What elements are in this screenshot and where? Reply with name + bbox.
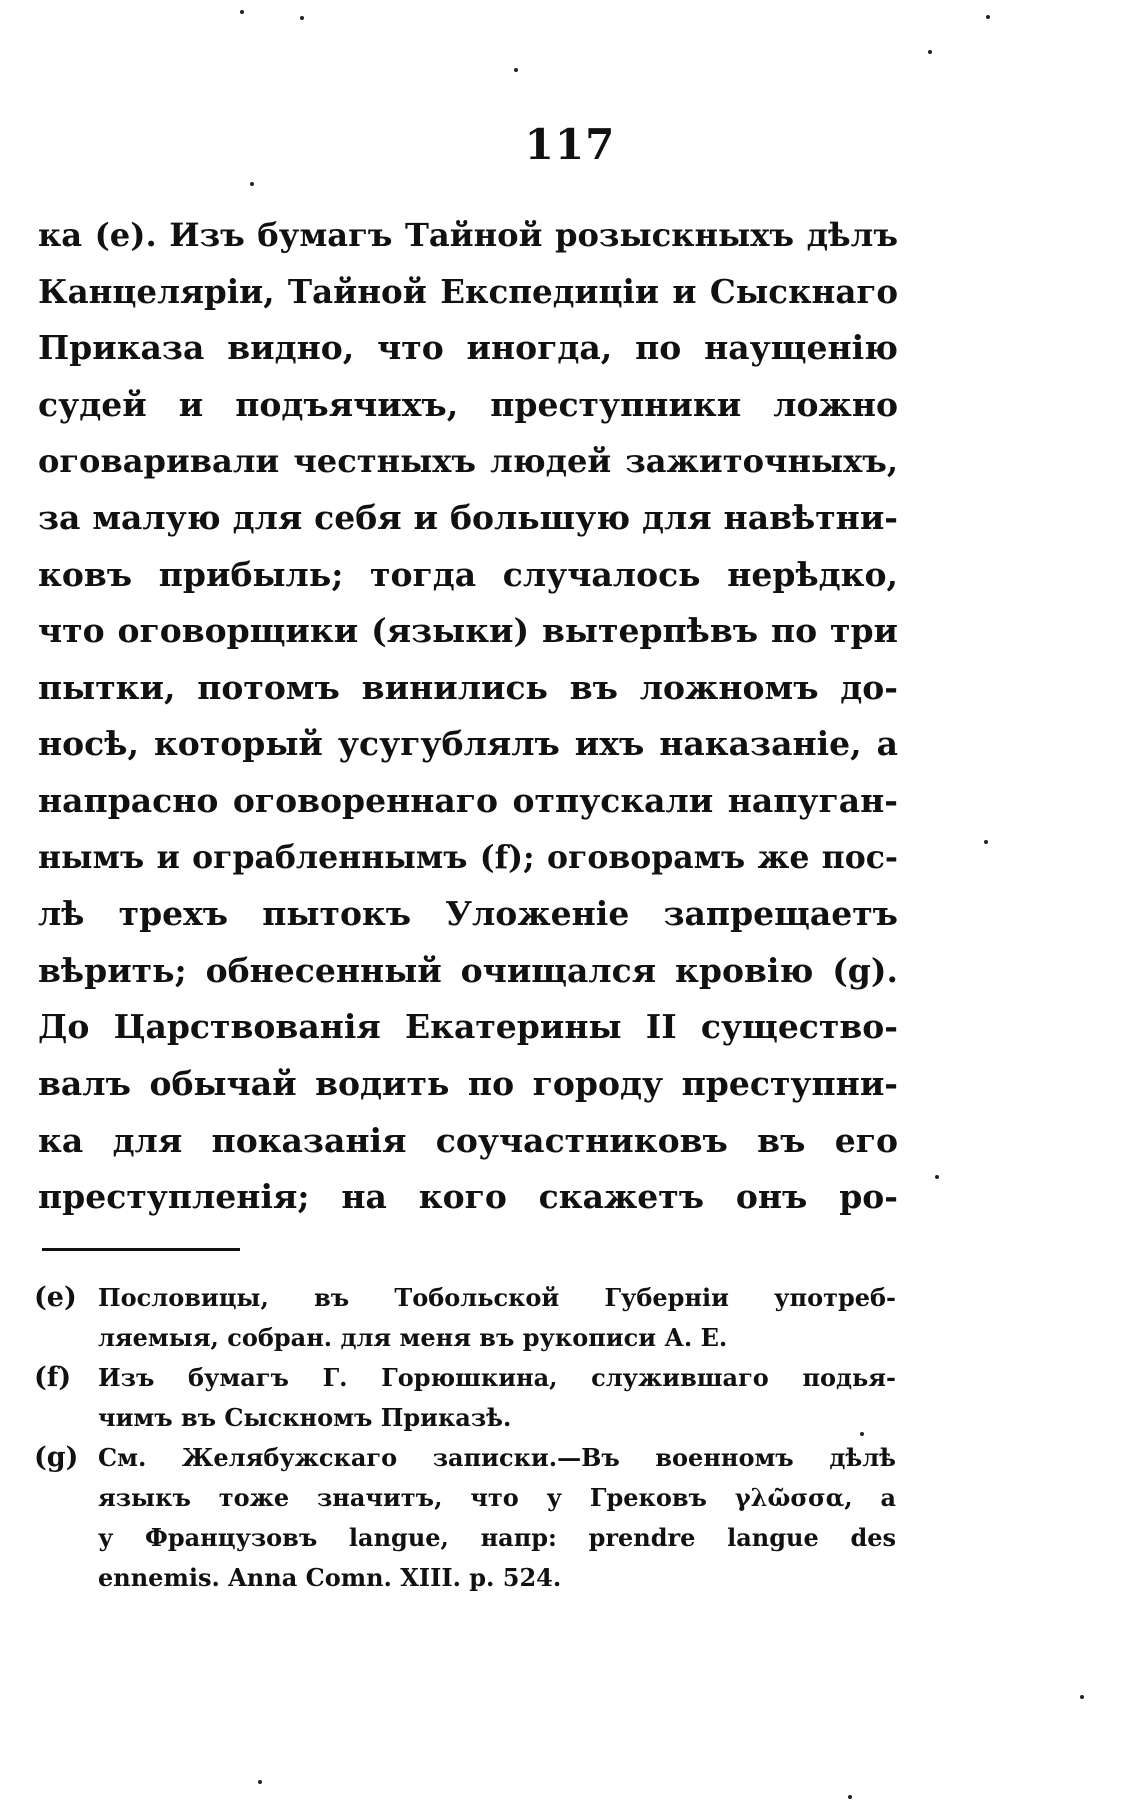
body-line: До Царствованія Екатерины II существо-	[38, 1007, 898, 1047]
footnote-divider	[42, 1248, 240, 1251]
print-speck	[300, 16, 304, 20]
footnote-line: чимъ въ Сыскномъ Приказѣ.	[98, 1403, 512, 1432]
print-speck	[514, 68, 518, 72]
footnote-line: Изъ бумагъ Г. Горюшкина, служившаго подья-	[98, 1363, 896, 1392]
print-speck	[848, 1795, 852, 1799]
body-line: судей и подъячихъ, преступники ложно	[38, 384, 898, 424]
footnotes	[34, 1278, 896, 1598]
print-speck	[258, 1780, 262, 1784]
body-line: пытки, потомъ винились въ ложномъ до-	[38, 667, 898, 707]
print-speck	[984, 840, 988, 844]
print-speck	[860, 1432, 864, 1436]
footnote-line: См. Желябужскаго записки.—Въ военномъ дѣлѣ	[98, 1443, 896, 1472]
body-line: за малую для себя и большую для навѣтни-	[38, 497, 898, 537]
footnote-mark: (g)	[34, 1442, 79, 1473]
body-line: Приказа видно, что иногда, по наущенію	[38, 328, 898, 368]
page-number: 117	[524, 120, 616, 169]
body-line: нымъ и ограбленнымъ (f); оговорамъ же пос-	[38, 838, 898, 876]
body-line: валъ обычай водить по городу преступни-	[38, 1063, 898, 1103]
print-speck	[240, 10, 244, 14]
footnote-f	[34, 1358, 896, 1398]
body-line: преступленія; на кого скажетъ онъ ро-	[38, 1177, 898, 1217]
footnote-mark: (e)	[34, 1282, 77, 1313]
print-speck	[986, 15, 990, 19]
body-line: Канцеляріи, Тайной Експедиціи и Сыскнаго	[38, 271, 898, 311]
footnote-line: ляемыя, собран. для меня въ рукописи А. Е.	[98, 1323, 728, 1352]
body-line: вѣрить; обнесенный очищался кровію (g).	[38, 950, 898, 990]
body-line: ковъ прибыль; тогда случалось нерѣдко,	[38, 554, 898, 594]
body-line: ка (е). Изъ бумагъ Тайной розыскныхъ дѣлъ	[38, 216, 898, 254]
print-speck	[928, 50, 932, 54]
footnote-line: ennemis. Anna Comn. XIII. p. 524.	[98, 1563, 562, 1592]
body-line: что оговорщики (языки) вытерпѣвъ по три	[38, 611, 898, 651]
print-speck	[935, 1175, 939, 1179]
body-line: оговаривали честныхъ людей зажиточныхъ,	[38, 442, 898, 481]
footnote-line: у Французовъ langue, напр: prendre langue des	[98, 1523, 896, 1552]
footnote-g	[34, 1438, 896, 1478]
body-text	[38, 207, 898, 1226]
print-speck	[250, 182, 254, 186]
footnote-line: Пословицы, въ Тобольской Губерніи употреб-	[98, 1283, 896, 1312]
body-line: напрасно оговореннаго отпускали напуган-	[38, 780, 898, 820]
footnote-line: языкъ тоже значитъ, что у Грековъ γλῶσσα, а	[98, 1483, 896, 1512]
body-line: лѣ трехъ пытокъ Уложеніе запрещаетъ	[38, 894, 898, 934]
body-line: носѣ, который усугублялъ ихъ наказаніе, а	[38, 724, 898, 764]
print-speck	[1080, 1695, 1084, 1699]
body-line: ка для показанія соучастниковъ въ его	[38, 1120, 898, 1160]
footnote-e	[34, 1278, 896, 1318]
footnote-mark: (f)	[34, 1362, 72, 1393]
